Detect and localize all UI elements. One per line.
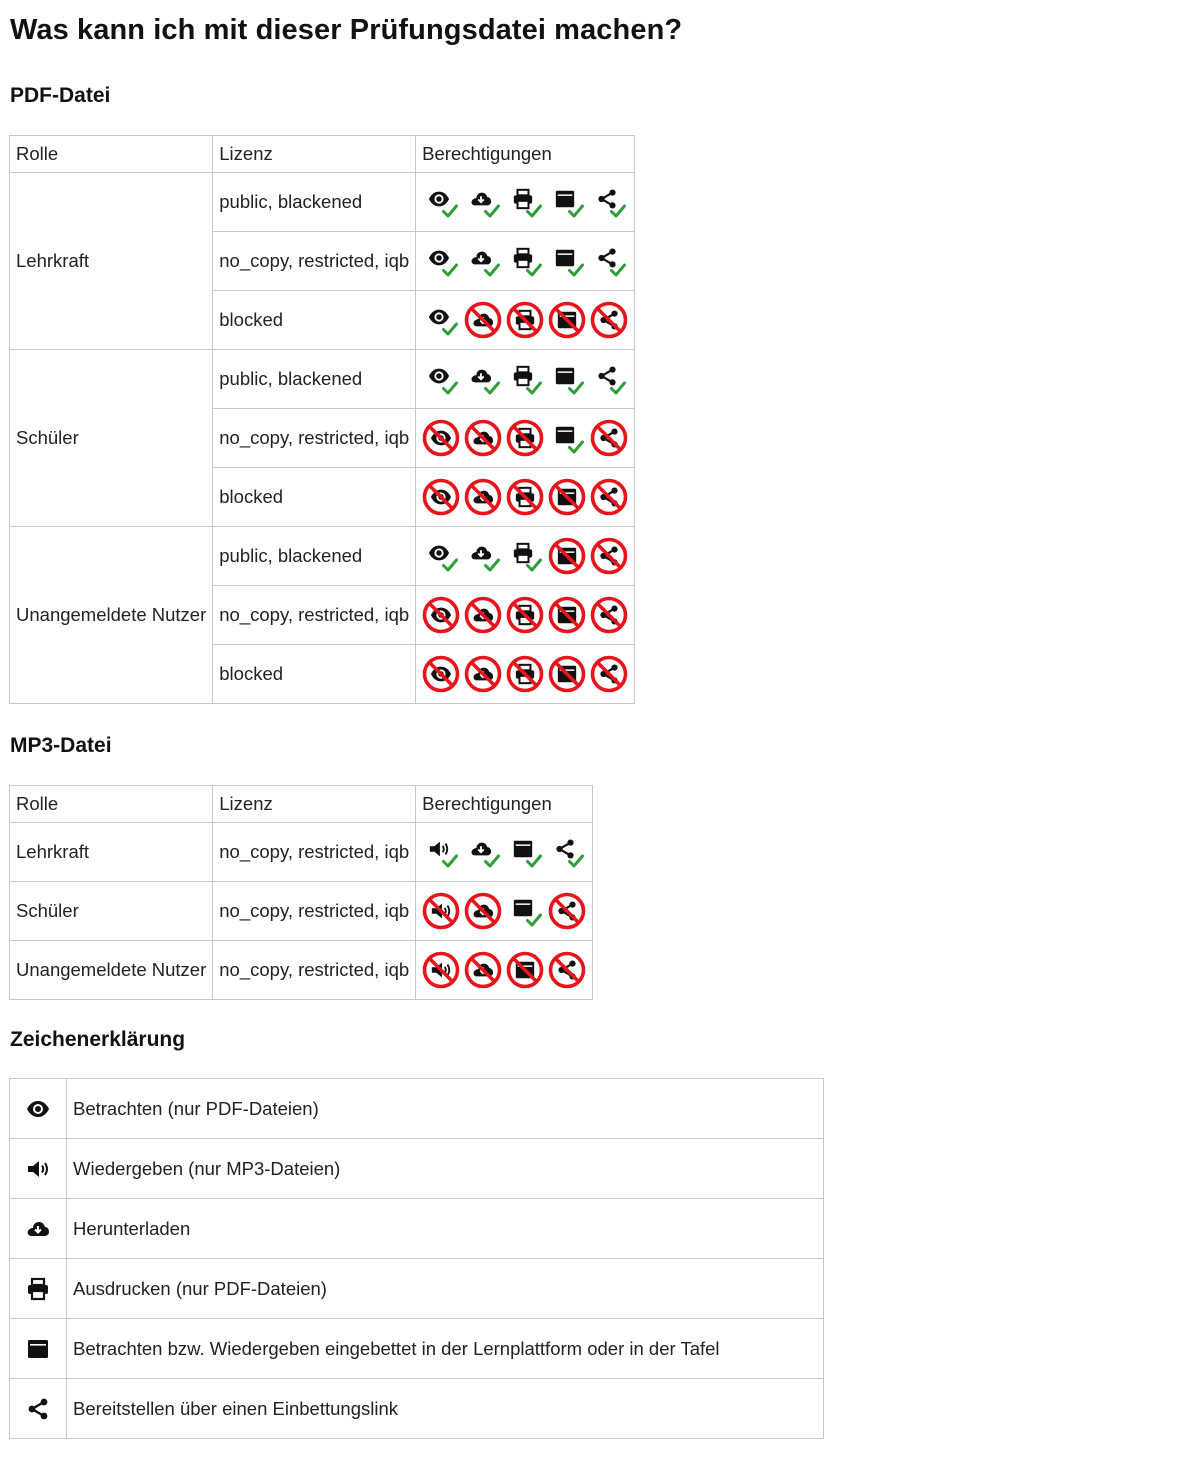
view-icon [422,654,460,694]
role-cell: Schüler [10,882,213,941]
print-icon [506,300,544,340]
forbidden-icon [590,419,628,457]
forbidden-icon [548,596,586,634]
forbidden-icon [464,478,502,516]
permissions-cell [416,527,635,586]
role-cell: Schüler [10,350,213,527]
embed-icon [548,359,586,399]
legend-text: Bereitstellen über einen Einbettungslink [67,1379,824,1439]
forbidden-icon [506,419,544,457]
check-icon [610,263,626,277]
forbidden-icon [590,478,628,516]
play-icon [422,891,460,931]
forbidden-icon [590,596,628,634]
embed-icon [548,241,586,281]
play-icon [10,1139,67,1199]
view-icon [422,359,460,399]
play-glyph [26,1157,50,1181]
embed-icon [548,477,586,517]
view-icon [422,536,460,576]
check-icon [484,204,500,218]
permissions-cell [416,468,635,527]
forbidden-icon [590,301,628,339]
embed-icon [548,418,586,458]
share-icon [590,418,628,458]
share-icon [590,595,628,635]
mp3-section-heading: MP3-Datei [10,734,112,757]
forbidden-icon [422,596,460,634]
print-icon [506,536,544,576]
check-icon [484,558,500,572]
forbidden-icon [506,301,544,339]
print-icon [506,241,544,281]
check-icon [526,854,542,868]
share-icon [590,536,628,576]
view-icon [422,477,460,517]
check-icon [484,263,500,277]
legend-text: Betrachten (nur PDF-Dateien) [67,1079,824,1139]
print-icon [506,477,544,517]
permissions-cell [416,645,635,704]
check-icon [568,204,584,218]
share-icon [590,241,628,281]
forbidden-icon [422,655,460,693]
legend-text: Ausdrucken (nur PDF-Dateien) [67,1259,824,1319]
column-header-permissions: Berechtigungen [416,136,635,173]
permissions-cell [416,823,593,882]
share-icon [548,832,586,872]
legend-row [10,1379,824,1439]
check-icon [442,263,458,277]
download-icon [464,536,502,576]
print-icon [506,595,544,635]
forbidden-icon [464,951,502,989]
check-icon [442,854,458,868]
role-cell: Unangemeldete Nutzer [10,527,213,704]
embed-icon [506,950,544,990]
legend-row [10,1199,824,1259]
forbidden-icon [422,951,460,989]
download-icon [464,359,502,399]
column-header-role: Rolle [10,786,213,823]
role-cell: Lehrkraft [10,173,213,350]
license-cell: public, blackened [213,350,416,409]
page-title: Was kann ich mit dieser Prüfungsdatei machen? [10,14,683,46]
pdf-permissions-table [9,135,635,704]
share-icon [548,950,586,990]
legend-text: Wiedergeben (nur MP3-Dateien) [67,1139,824,1199]
share-icon [10,1379,67,1439]
download-icon [464,595,502,635]
role-cell: Unangemeldete Nutzer [10,941,213,1000]
table-header-row [10,786,593,823]
check-icon [484,381,500,395]
legend-text: Herunterladen [67,1199,824,1259]
forbidden-icon [464,596,502,634]
legend-table [9,1078,824,1439]
embed-icon [548,654,586,694]
mp3-permissions-table [9,785,593,1000]
download-icon [10,1199,67,1259]
forbidden-icon [590,655,628,693]
forbidden-icon [464,419,502,457]
permissions-cell [416,941,593,1000]
download-glyph [26,1217,50,1241]
view-icon [422,241,460,281]
license-cell: blocked [213,291,416,350]
embed-icon [548,182,586,222]
view-glyph [26,1097,50,1121]
table-row [10,941,593,1000]
license-cell: public, blackened [213,527,416,586]
embed-icon [506,891,544,931]
check-icon [568,263,584,277]
share-icon [590,300,628,340]
permissions-cell [416,882,593,941]
check-icon [568,440,584,454]
permissions-cell [416,232,635,291]
column-header-permissions: Berechtigungen [416,786,593,823]
forbidden-icon [548,301,586,339]
table-row [10,527,635,586]
license-cell: no_copy, restricted, iqb [213,586,416,645]
column-header-license: Lizenz [213,136,416,173]
forbidden-icon [506,596,544,634]
print-icon [10,1259,67,1319]
legend-row [10,1139,824,1199]
license-cell: no_copy, restricted, iqb [213,232,416,291]
download-icon [464,891,502,931]
print-icon [506,418,544,458]
license-cell: blocked [213,645,416,704]
table-row [10,882,593,941]
forbidden-icon [548,655,586,693]
forbidden-icon [422,419,460,457]
share-icon [590,654,628,694]
forbidden-icon [422,478,460,516]
forbidden-icon [548,478,586,516]
share-glyph [26,1397,50,1421]
check-icon [484,854,500,868]
embed-glyph [26,1337,50,1361]
column-header-role: Rolle [10,136,213,173]
forbidden-icon [506,478,544,516]
table-row [10,823,593,882]
download-icon [464,418,502,458]
license-cell: blocked [213,468,416,527]
download-icon [464,241,502,281]
play-icon [422,832,460,872]
table-row [10,350,635,409]
forbidden-icon [422,892,460,930]
legend-text: Betrachten bzw. Wiedergeben eingebettet in der Lernplattform oder in der Tafel [67,1319,824,1379]
view-icon [422,300,460,340]
print-icon [506,182,544,222]
license-cell: no_copy, restricted, iqb [213,941,416,1000]
print-icon [506,654,544,694]
forbidden-icon [548,537,586,575]
check-icon [442,204,458,218]
share-icon [590,182,628,222]
download-icon [464,654,502,694]
embed-icon [548,536,586,576]
view-icon [422,418,460,458]
embed-icon [10,1319,67,1379]
permissions-cell [416,291,635,350]
role-cell: Lehrkraft [10,823,213,882]
print-icon [506,359,544,399]
license-cell: public, blackened [213,173,416,232]
download-icon [464,182,502,222]
column-header-license: Lizenz [213,786,416,823]
forbidden-icon [464,892,502,930]
forbidden-icon [548,951,586,989]
check-icon [610,204,626,218]
share-icon [548,891,586,931]
view-icon [10,1079,67,1139]
check-icon [526,381,542,395]
permissions-cell [416,350,635,409]
license-cell: no_copy, restricted, iqb [213,409,416,468]
check-icon [442,381,458,395]
download-icon [464,950,502,990]
check-icon [526,204,542,218]
permissions-cell [416,173,635,232]
forbidden-icon [590,537,628,575]
forbidden-icon [464,301,502,339]
permissions-cell [416,409,635,468]
legend-row [10,1259,824,1319]
legend-row [10,1319,824,1379]
forbidden-icon [548,892,586,930]
view-icon [422,595,460,635]
forbidden-icon [506,655,544,693]
share-icon [590,477,628,517]
license-cell: no_copy, restricted, iqb [213,823,416,882]
legend-heading: Zeichenerklärung [10,1028,186,1051]
check-icon [610,381,626,395]
download-icon [464,832,502,872]
embed-icon [548,595,586,635]
check-icon [442,322,458,336]
forbidden-icon [506,951,544,989]
play-icon [422,950,460,990]
license-cell: no_copy, restricted, iqb [213,882,416,941]
legend-row [10,1079,824,1139]
check-icon [526,558,542,572]
pdf-section-heading: PDF-Datei [10,84,111,107]
view-icon [422,182,460,222]
print-glyph [26,1277,50,1301]
check-icon [526,263,542,277]
share-icon [590,359,628,399]
download-icon [464,477,502,517]
check-icon [442,558,458,572]
check-icon [526,913,542,927]
check-icon [568,854,584,868]
embed-icon [548,300,586,340]
forbidden-icon [464,655,502,693]
embed-icon [506,832,544,872]
check-icon [568,381,584,395]
permissions-cell [416,586,635,645]
table-row [10,173,635,232]
download-icon [464,300,502,340]
table-header-row [10,136,635,173]
